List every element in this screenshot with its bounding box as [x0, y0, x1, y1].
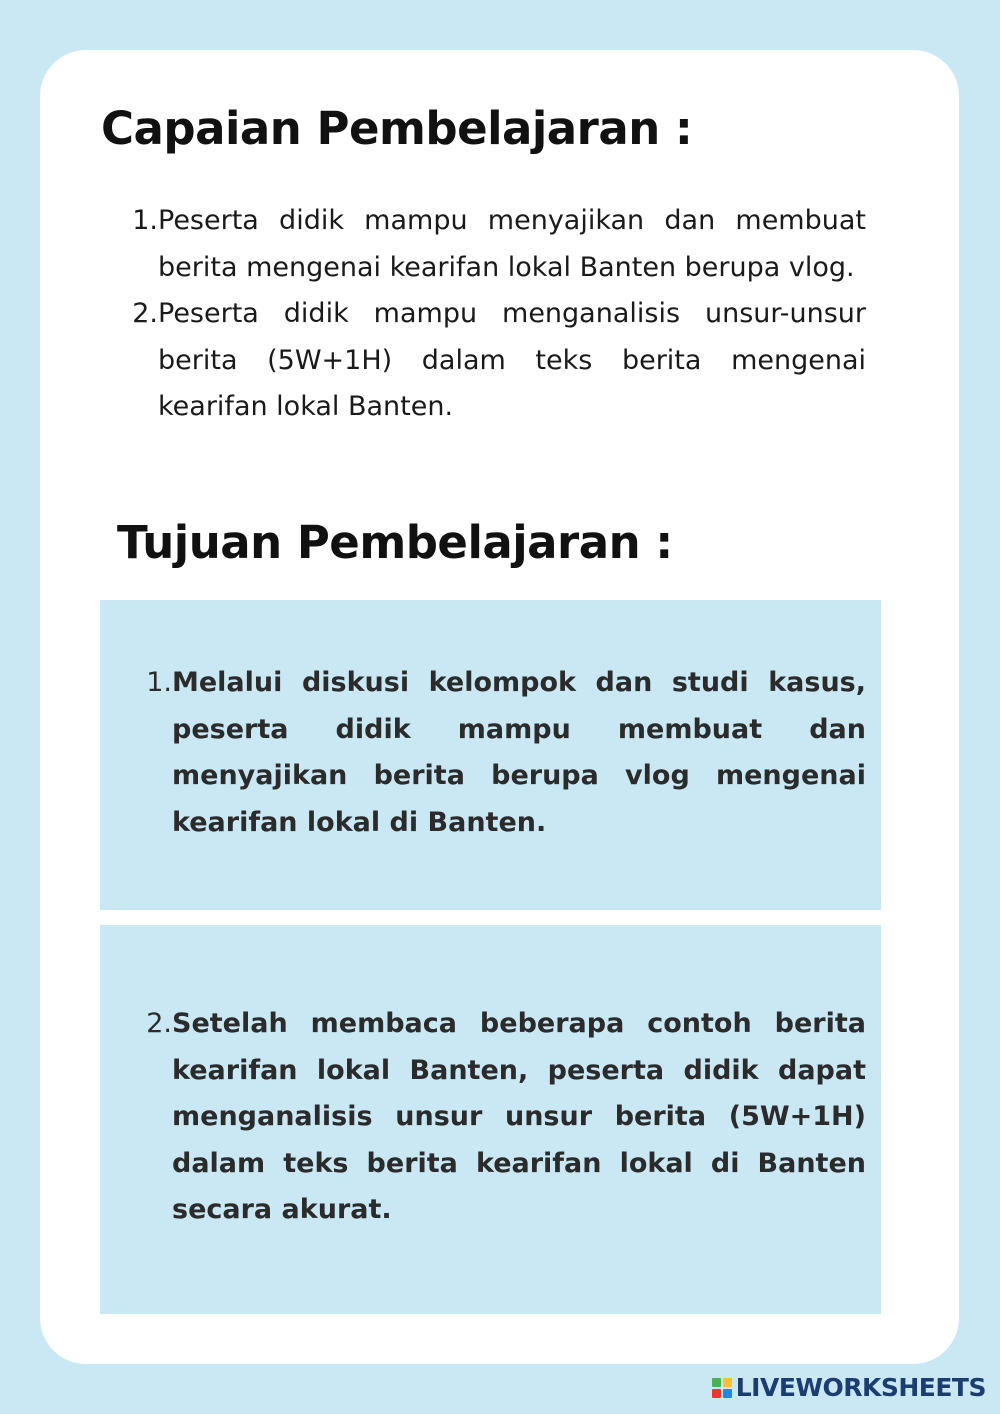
- tujuan-heading: Tujuan Pembelajaran :: [117, 516, 673, 569]
- capaian-item-1-text: Peserta didik mampu menyajikan dan membuat berita mengenai kearifan lokal Banten berupa vlog.: [158, 205, 866, 283]
- tujuan-item-1-number: 1.: [146, 667, 172, 698]
- tujuan-item-1-text: Melalui diskusi kelompok dan studi kasus, peserta didik mampu membuat dan menyajikan berita berupa vlog mengenai kearifan lokal di Banten.: [172, 667, 866, 838]
- capaian-item-2-text: Peserta didik mampu menganalisis unsur-unsur berita (5W+1H) dalam teks berita mengenai kearifan lokal Banten.: [158, 298, 866, 422]
- tujuan-item-2-number: 2.: [146, 1008, 172, 1039]
- liveworksheets-brand: [712, 1373, 986, 1402]
- tujuan-item-1: [140, 660, 866, 846]
- capaian-list: [118, 198, 866, 431]
- tujuan-item-2-text: Setelah membaca beberapa contoh berita kearifan lokal Banten, peserta didik dapat menganalisis unsur unsur berita (5W+1H) dalam teks berita kearifan lokal di Banten secara akurat.: [172, 1008, 866, 1225]
- tujuan-box-1: [100, 600, 881, 910]
- capaian-item-1: [118, 198, 866, 291]
- capaian-item-1-number: 1.: [132, 205, 158, 236]
- capaian-item-2: [118, 291, 866, 431]
- capaian-item-2-number: 2.: [132, 298, 158, 329]
- liveworksheets-logo-icon: [712, 1378, 732, 1398]
- capaian-heading: Capaian Pembelajaran :: [101, 102, 693, 155]
- tujuan-item-2: [140, 1001, 866, 1234]
- tujuan-box-2: [100, 925, 881, 1314]
- brand-name: LIVEWORKSHEETS: [735, 1373, 986, 1402]
